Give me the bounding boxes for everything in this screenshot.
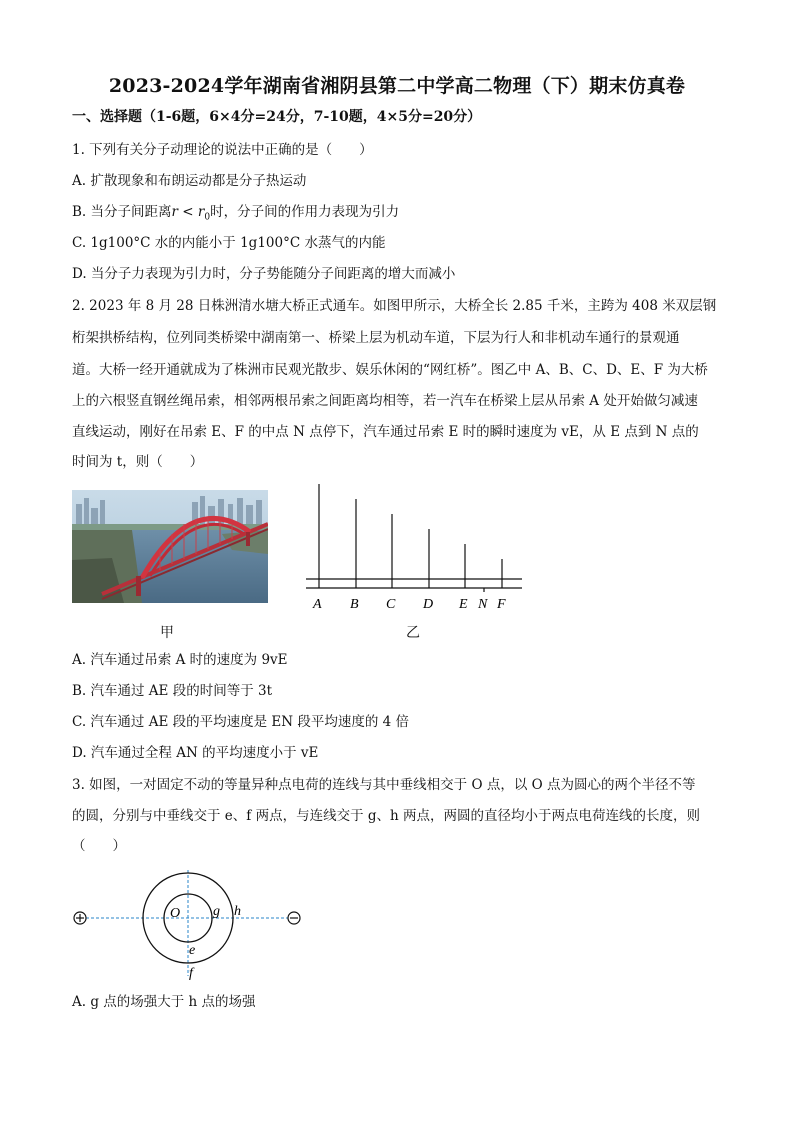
cable-diagram: [300, 480, 530, 610]
section-heading: 一、选择题（1-6题，6×4分=24分，7-10题，4×5分=20分）: [72, 109, 482, 125]
label-o: O: [170, 906, 181, 921]
q2-option-d: D. 汽车通过全程 AN 的平均速度小于 vE: [72, 745, 319, 761]
negative-charge-icon: [288, 912, 300, 924]
q1-option-b-lt: <: [177, 204, 198, 220]
q1-option-b-r: r: [171, 204, 178, 220]
charges-diagram: [66, 870, 311, 982]
q2-option-c: C. 汽车通过 AE 段的平均速度是 EN 段平均速度的 4 倍: [72, 714, 410, 730]
label-a: A: [313, 597, 322, 610]
q3-line-2: 的圆，分别与中垂线交于 e、f 两点，与连线交于 g、h 两点，两圆的直径均小于两点电荷连线的长度，则: [72, 808, 700, 824]
label-f: f: [189, 966, 193, 981]
label-e: E: [459, 597, 468, 610]
q1-option-b-r0: r: [197, 204, 205, 220]
q2-line-1: 2. 2023 年 8 月 28 日株洲清水塘大桥正式通车。如图甲所示，大桥全长 2.85 千米，主跨为 408 米双层钢: [72, 298, 717, 314]
q1-option-d: D. 当分子力表现为引力时，分子势能随分子间距离的增大而减小: [72, 266, 456, 282]
label-g: g: [213, 904, 220, 919]
q2-line-6: 时间为 t，则（ ）: [72, 454, 204, 470]
positive-charge-icon: [74, 912, 86, 924]
q3-option-a: A. g 点的场强大于 h 点的场强: [72, 994, 256, 1010]
q1-stem: 1. 下列有关分子动理论的说法中正确的是（ ）: [72, 142, 373, 158]
q1-option-b-pre: B. 当分子间距离: [72, 204, 172, 220]
label-f: F: [497, 597, 506, 610]
label-c: C: [386, 597, 396, 610]
q2-line-2: 桁架拱桥结构，位列同类桥梁中湖南第一、桥梁上层为机动车道，下层为行人和非机动车通行的景观通: [72, 330, 680, 346]
figure-caption-jia: 甲: [160, 625, 174, 641]
figure-caption-yi: 乙: [406, 625, 420, 641]
q1-option-a: A. 扩散现象和布朗运动都是分子热运动: [72, 173, 307, 189]
page-title: 2023-2024学年湖南省湘阴县第二中学高二物理（下）期末仿真卷: [108, 75, 686, 97]
label-d: D: [423, 597, 434, 610]
bridge-photo: [72, 490, 268, 603]
q2-line-3: 道。大桥一经开通就成为了株洲市民观光散步、娱乐休闲的“网红桥”。图乙中 A、B、C、D、E、F 为大桥: [72, 362, 708, 378]
q2-line-4: 上的六根竖直钢丝绳吊索，相邻两根吊索之间距离均相等，若一汽车在桥梁上层从吊索 A 处开始做匀减速: [72, 393, 698, 409]
label-n: N: [478, 597, 488, 610]
q2-line-5: 直线运动，刚好在吊索 E、F 的中点 N 点停下，汽车通过吊索 E 时的瞬时速度为 vE，从 E 点到 N 点的: [72, 424, 699, 440]
label-b: B: [350, 597, 359, 610]
q1-option-c: C. 1g100°C 水的内能小于 1g100°C 水蒸气的内能: [72, 235, 386, 251]
q3-line-3: （ ）: [72, 838, 126, 854]
label-h: h: [234, 904, 241, 919]
q1-option-b-r0-sub: 0: [204, 212, 211, 223]
q2-option-b: B. 汽车通过 AE 段的时间等于 3t: [72, 683, 272, 699]
q3-line-1: 3. 如图，一对固定不动的等量异种点电荷的连线与其中垂线相交于 O 点，以 O 点为圆心的两个半径不等: [72, 777, 696, 793]
q1-option-b: [72, 202, 399, 228]
label-e: e: [189, 943, 196, 958]
q1-option-b-post: 时，分子间的作用力表现为引力: [210, 204, 400, 220]
q2-option-a: A. 汽车通过吊索 A 时的速度为 9vE: [72, 652, 288, 668]
